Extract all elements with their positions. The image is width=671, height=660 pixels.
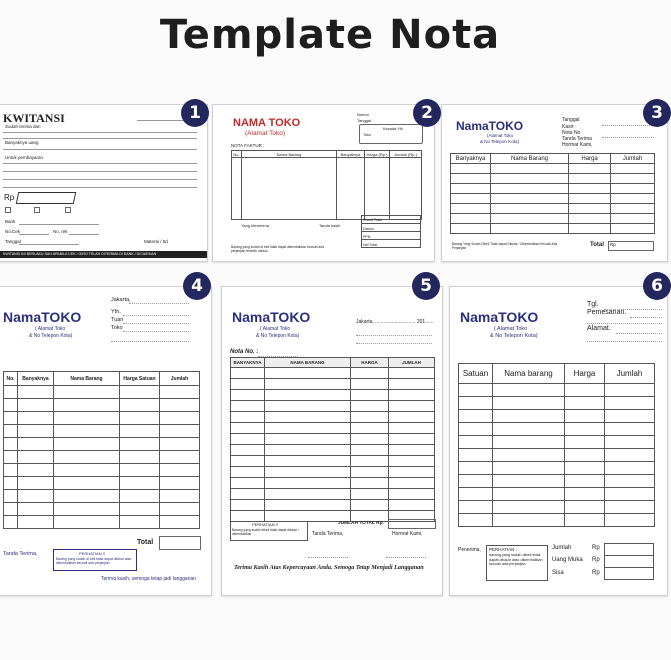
total-rp: Rp: [610, 242, 616, 247]
receiver-label: Yang Menerima: [241, 223, 269, 228]
checkbox-3[interactable]: [65, 207, 71, 213]
col-header: Banyaknya: [451, 154, 491, 164]
nota-faktur-label: NOTA FAKTUR :: [231, 143, 265, 148]
field-pemesanan: Pemesanan.: [587, 309, 627, 316]
col-header: Jumlah: [611, 154, 655, 164]
col-header: Harga: [565, 364, 605, 384]
field-tanda-terima: Tanda Terima: [562, 136, 592, 142]
total-box[interactable]: [159, 536, 201, 550]
shop-address-2: & No Telepon Kota): [256, 333, 300, 339]
check-no-label: No.Cek: [5, 229, 21, 234]
shop-address-2: & No Telepon Kota): [490, 333, 538, 339]
items-table: [450, 153, 655, 234]
tanggal-label: Tanggal: [357, 118, 372, 123]
badge-1: 1: [181, 99, 209, 127]
perhatian-title: PERHATIAN !!: [252, 522, 278, 527]
field-tanggal: Tanggal: [562, 117, 580, 123]
field-jakarta: Jakarta,: [111, 297, 131, 303]
badge-3: 3: [643, 99, 671, 127]
shop-name: NamaTOKO: [456, 119, 524, 133]
field-nota-no: Nota No: [562, 130, 581, 136]
template-card-5[interactable]: [221, 286, 443, 596]
field-tgl: Tgl.: [587, 301, 599, 308]
receiver-label: Tanda Terima,: [3, 551, 38, 557]
field-hormat: Hormat Kami,: [562, 142, 593, 148]
nota-no-label: Nota No. :: [230, 349, 259, 355]
shop-address-1: ( Alamat Toko: [35, 326, 66, 332]
badge-4: 4: [183, 272, 211, 300]
field-yth: Yth,: [111, 309, 121, 315]
shop-name: NAMA TOKO: [233, 117, 301, 129]
field-alamat: Alamat.: [587, 325, 611, 332]
col-header: Nama barang: [493, 364, 565, 384]
template-card-6[interactable]: [449, 286, 668, 596]
ppn-label: PPN: [363, 235, 371, 239]
col-header: HARGA: [351, 358, 389, 368]
jumlah-label: Jumlah: [552, 545, 572, 551]
shop-name: NamaTOKO: [232, 309, 311, 325]
template-card-3[interactable]: [441, 104, 668, 262]
items-table: [458, 363, 655, 527]
kwitansi-footer-text: KWITANSI INI BERLAKU SAH APABILA CEK / GIRO TELAH DITERIMA DI BANK / DICAIRKAN: [3, 252, 157, 256]
perhatian-body: Barang yang sudah di beli tidak dapat ditukar atau dikembalikan kecuali ada perjanjian: [56, 557, 132, 565]
regards-label: Tanda kasih: [319, 223, 341, 228]
col-header: Harga (Rp.): [365, 151, 390, 158]
items-table: [231, 150, 422, 220]
checkbox-1[interactable]: [5, 207, 11, 213]
items-table: [3, 371, 200, 529]
return-note: Barang Yang Sudah Dibeli Tidak dapat Ditukar / Dikembalikan Kecuali Ada Perjanjian: [452, 242, 558, 250]
field-tuan: Tuan: [111, 317, 124, 323]
col-header: Banyaknya: [18, 372, 54, 386]
thanks-text: Terima Kasih Atas Kepercayaan Anda. Semoga Tetap Menjadi Langganan: [234, 564, 424, 571]
field-toko: Toko: [111, 325, 123, 331]
shop-name: NamaTOKO: [460, 309, 539, 325]
uang-muka-rp: Rp: [592, 557, 600, 563]
perhatian-body: barang yang sudah dibeli tidak dapat ditukar atau dikembalikan kecuali ada perjanjian: [489, 553, 543, 566]
totals-box: [604, 543, 654, 580]
badge-6: 6: [643, 272, 671, 300]
return-note: Barang yang sudah di beli tidak dapat dikembalikan kecuali ada perjanjian terlebih dahulu: [231, 245, 324, 253]
payment-for-label: Untuk pembayaran: [5, 155, 44, 160]
col-header: JUMLAH: [389, 358, 435, 368]
kwitansi-heading: KWITANSI: [3, 111, 65, 125]
thanks-text: Terima kasih, semoga tetap jadi langganan: [101, 576, 197, 582]
signature-label: Materai / ttd: [144, 239, 168, 244]
field-kasir: Kasir: [562, 124, 574, 130]
col-header: Jumlah: [160, 372, 200, 386]
perhatian-title: PERHATIAN !!: [79, 551, 105, 556]
shop-address-1: (Alamat Toko: [487, 133, 514, 138]
rp-label: Rp: [4, 193, 15, 202]
badge-2: 2: [413, 99, 441, 127]
col-header: Satuan: [459, 364, 493, 384]
sisa-label: Sisa: [552, 570, 564, 576]
total-label: Total: [137, 539, 154, 546]
kepada-label: Kepada Yth: [383, 127, 403, 131]
amount-words-label: Banyaknya uang: [5, 140, 39, 145]
col-header: Harga Satuan: [120, 372, 160, 386]
net-label: Net Total: [363, 243, 378, 247]
total-label: Total: [590, 242, 604, 248]
penerima-label: Penerima,: [458, 547, 481, 553]
toko-label: Toko: [363, 133, 372, 137]
shop-address-1: ( Alamat Toko: [260, 326, 291, 332]
grand-total-label: JUMLAH TOTAL Rp.: [338, 521, 384, 526]
col-header: Nama Barang: [242, 151, 337, 158]
perhatian-title: PERHATIAN :: [489, 547, 517, 552]
col-header: Harga: [569, 154, 611, 164]
col-header: Nama Barang: [54, 372, 120, 386]
col-header: Jumlah: [605, 364, 655, 384]
bank-label: Bank: [5, 219, 16, 224]
col-header: Banyaknya: [337, 151, 365, 158]
received-from-label: Sudah terima dari: [5, 124, 41, 129]
shop-name: NamaTOKO: [3, 309, 82, 325]
subtotal-label: Grand Total: [363, 218, 382, 222]
col-header: No.: [4, 372, 18, 386]
template-card-2[interactable]: [212, 104, 435, 262]
uang-muka-label: Uang Muka: [552, 557, 583, 563]
jumlah-rp: Rp: [592, 545, 600, 551]
col-header: Nama Barang: [491, 154, 569, 164]
template-card-4[interactable]: [0, 286, 212, 596]
col-header: No.: [233, 151, 240, 157]
shop-address-1: ( Alamat Toko: [494, 326, 528, 332]
date-label: Tanggal: [5, 239, 21, 244]
col-header: NAMA BARANG: [265, 358, 351, 368]
account-no-label: No. rek: [53, 229, 68, 234]
perhatian-body: Barang yang sudah dibeli tidak dapat ditukar / dikembalikan: [232, 528, 299, 536]
nomor-label: Nomor: [357, 112, 370, 117]
shop-address: (Alamat Toko): [245, 130, 285, 137]
badge-5: 5: [412, 272, 440, 300]
city-date: Jakarta, ............................. 201......: [356, 319, 434, 325]
page-title: Template Nota: [159, 12, 501, 58]
diskon-label: Diskon: [363, 227, 374, 231]
template-card-1[interactable]: [0, 104, 208, 262]
shop-address-2: & No Telepon Kota): [480, 139, 519, 144]
amount-box[interactable]: [16, 192, 77, 204]
col-header: Jumlah (Rp.): [390, 151, 422, 158]
receiver-label: Tanda Terima,: [312, 531, 344, 537]
regards-label: Hormat Kami,: [392, 531, 423, 537]
grand-total-box[interactable]: [388, 519, 436, 529]
sisa-rp: Rp: [592, 570, 600, 576]
shop-address-2: & No Telepon Kota): [29, 333, 73, 339]
totals-box: [361, 215, 421, 248]
checkbox-2[interactable]: [34, 207, 40, 213]
items-table: [230, 357, 435, 522]
col-header: BANYAKNYA: [231, 358, 265, 368]
